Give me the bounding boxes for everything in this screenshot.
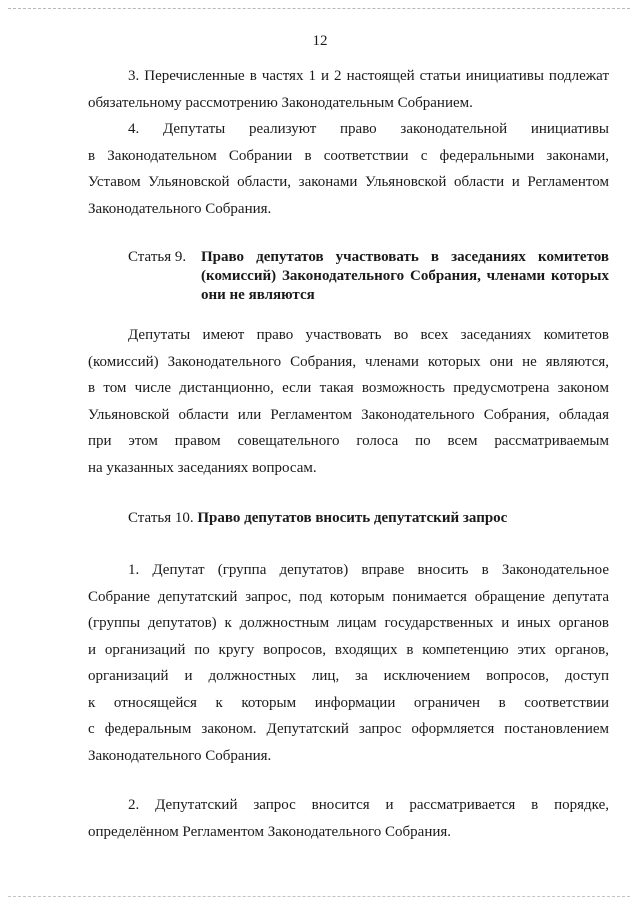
page-number: 12: [312, 33, 328, 49]
text-line: Депутаты имеют право участвовать во всех заседаниях комитетов: [128, 327, 609, 343]
text-line: и организаций по кругу вопросов, входящих в компетенцию этих органов,: [88, 641, 609, 658]
paragraph-art10-part1: [88, 557, 609, 769]
text-line: на указанных заседаниях вопросам.: [88, 459, 317, 476]
article-title: Право депутатов участвовать в заседаниях комитетов (комиссий) Законодательного Собрания, членами которых они не являются: [201, 249, 609, 303]
text-line: (комиссий) Законодательного Собрания, членами которых они не являются,: [88, 353, 609, 370]
text-line: Уставом Ульяновской области, законами Ульяновской области и Регламентом: [88, 174, 609, 190]
text-line: Законодательного Собрания.: [88, 747, 272, 764]
text-line: к относящейся к которым информации ограничен в соответствии: [88, 694, 609, 711]
paragraph-art8-part3: [88, 63, 609, 116]
article-title: Право депутатов вносить депутатский запрос: [197, 510, 508, 526]
article-9-heading: [128, 248, 610, 305]
scan-border-bottom: [8, 896, 630, 897]
scan-border-top: [8, 8, 630, 9]
text-line: Ульяновской области или Регламентом Законодательного Собрания, обладая: [88, 406, 609, 423]
article-label: Статья 10.: [128, 510, 194, 526]
text-line: 3. Перечисленные в частях 1 и 2 настоящей статьи инициативы подлежат: [128, 68, 609, 84]
text-line: организаций и должностных лиц, за исключением вопросов, доступ: [88, 668, 609, 684]
text-line: обязательному рассмотрению Законодательным Собранием.: [88, 94, 473, 111]
article-label: Статья 9.: [128, 249, 187, 265]
text-line: Законодательного Собрания.: [88, 200, 272, 217]
text-line: с федеральным законом. Депутатский запрос оформляется постановлением: [88, 721, 609, 737]
paragraph-art8-part4: [88, 116, 609, 222]
text-line: в Законодательном Собрании в соответствии с федеральными законами,: [88, 147, 609, 164]
text-line: в том числе дистанционно, если такая возможность предусмотрена законом: [88, 380, 609, 396]
text-line: определённом Регламентом Законодательного Собрания.: [88, 823, 452, 840]
text-line: (группы депутатов) к должностным лицам государственных и иных органов: [88, 615, 609, 631]
text-line: 1. Депутат (группа депутатов) вправе вносить в Законодательное: [128, 562, 609, 578]
text-line: 4. Депутаты реализуют право законодательной инициативы: [128, 121, 609, 137]
text-line: 2. Депутатский запрос вносится и рассматривается в порядке,: [128, 797, 609, 813]
article-10-heading: [128, 509, 507, 528]
text-line: Собрание депутатский запрос, под которым понимается обращение депутата: [88, 588, 609, 605]
paragraph-art9: [88, 322, 609, 481]
paragraph-art10-part2: [88, 792, 609, 845]
text-line: при этом правом совещательного голоса по всем рассматриваемым: [88, 433, 609, 449]
